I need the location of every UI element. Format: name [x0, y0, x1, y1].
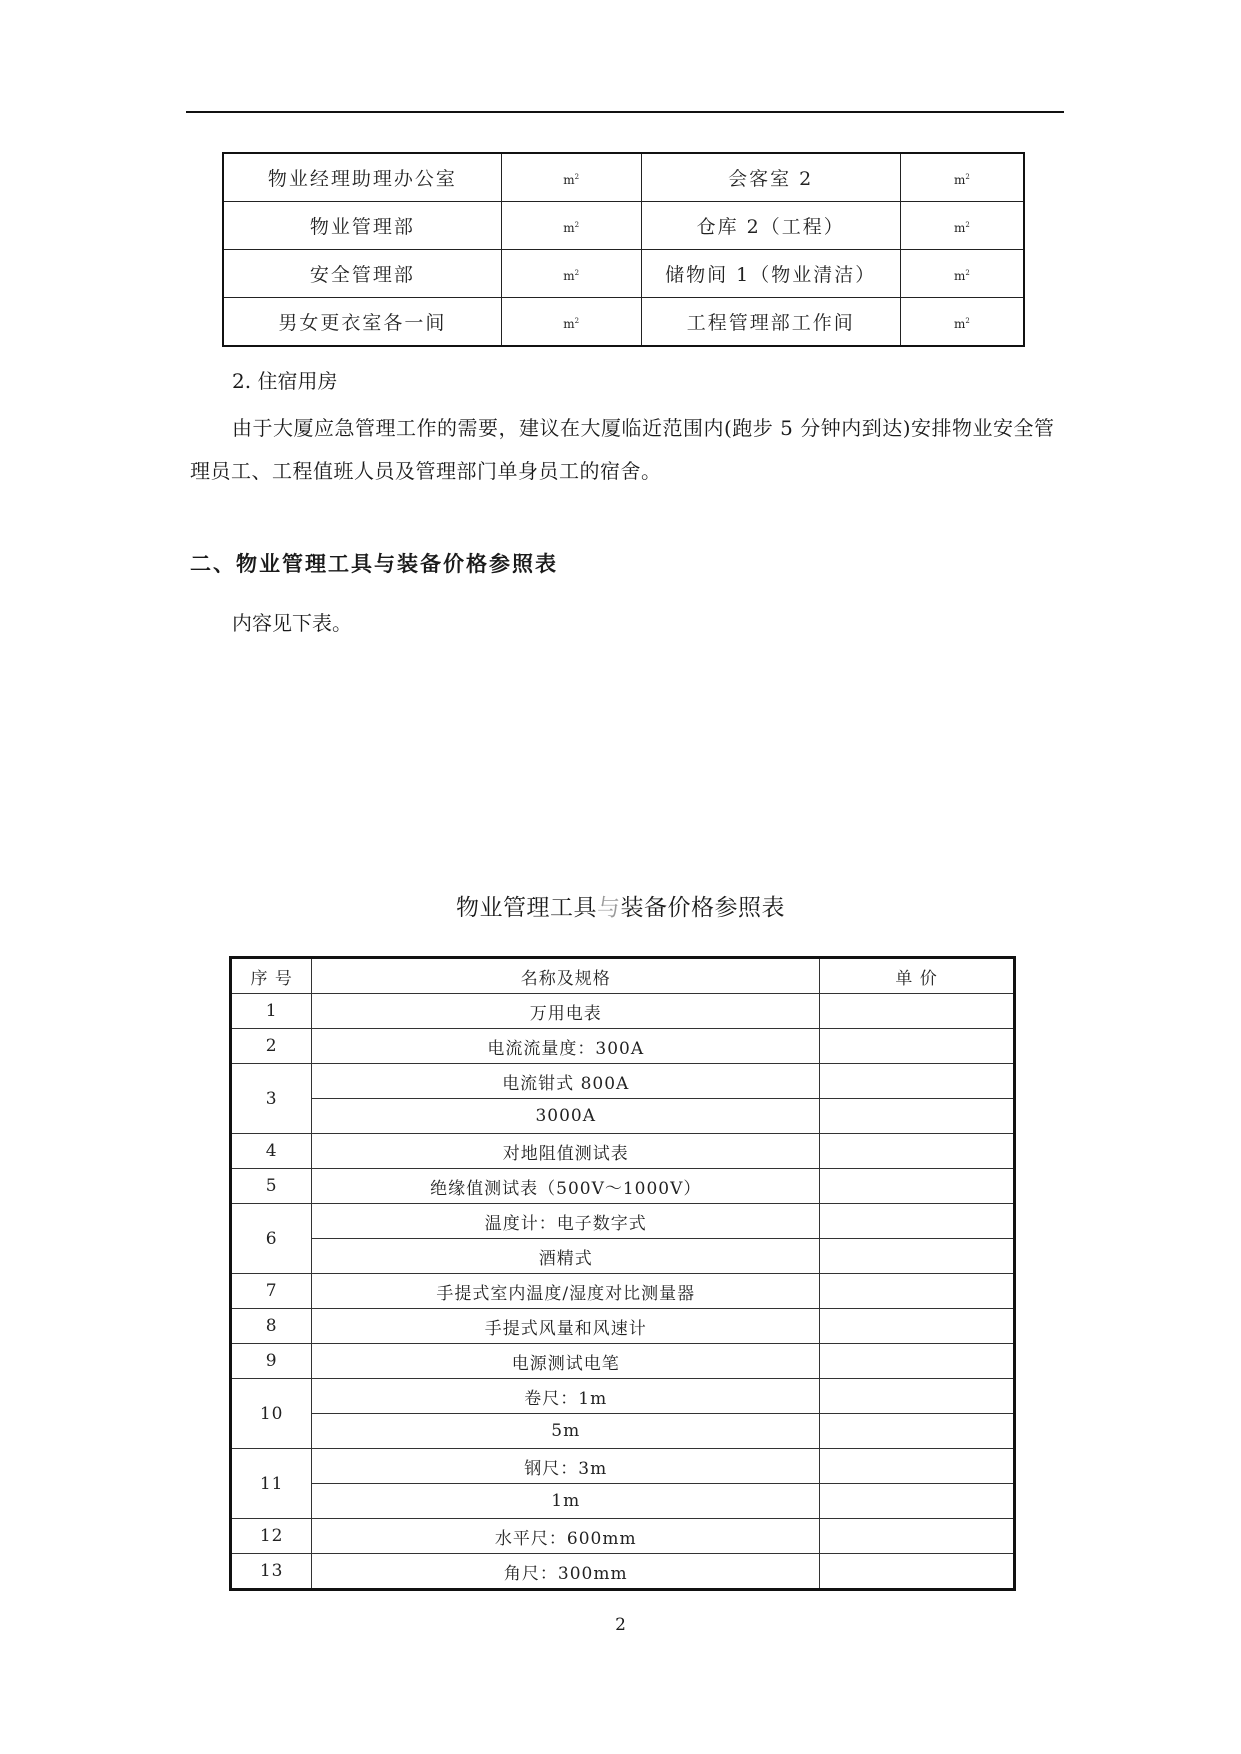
- table-row: [231, 1169, 1015, 1204]
- room-area-unit: [501, 202, 641, 250]
- unit-exponent: 2: [574, 220, 580, 229]
- header-rule: [186, 111, 1064, 113]
- table-row: [231, 1099, 1015, 1134]
- room-area-table: [222, 152, 1025, 347]
- table-row: [231, 1484, 1015, 1519]
- unit-label: [563, 221, 579, 235]
- item-name: 水平尺：600mm: [312, 1519, 820, 1554]
- table-row: [231, 1239, 1015, 1274]
- unit-base: m: [563, 268, 575, 283]
- table-row: [231, 1449, 1015, 1484]
- item-number: 13: [231, 1554, 312, 1590]
- table-row: [231, 1029, 1015, 1064]
- item-name: 对地阻值测试表: [312, 1134, 820, 1169]
- item-number: 8: [231, 1309, 312, 1344]
- section-2-title: 2. 住宿用房: [232, 369, 338, 393]
- item-price: [820, 1239, 1015, 1274]
- table-row: [231, 1309, 1015, 1344]
- item-name: 手提式室内温度/湿度对比测量器: [312, 1274, 820, 1309]
- table-row: [231, 1274, 1015, 1309]
- item-name: 电流流量度：300A: [312, 1029, 820, 1064]
- item-price: [820, 1134, 1015, 1169]
- room-name: 会客室 2: [641, 153, 900, 202]
- room-area-unit: [501, 250, 641, 298]
- unit-label: [954, 269, 970, 283]
- room-table-row: [223, 153, 1024, 202]
- item-name: 卷尺：1m: [312, 1379, 820, 1414]
- room-name: 物业经理助理办公室: [223, 153, 501, 202]
- unit-label: [563, 317, 579, 331]
- unit-exponent: 2: [574, 172, 580, 181]
- unit-base: m: [953, 172, 966, 187]
- unit-label: [954, 317, 970, 331]
- room-area-unit: [501, 153, 641, 202]
- header-no: 序 号: [231, 958, 312, 994]
- header-price: 单 价: [820, 958, 1015, 994]
- item-name: 3000A: [312, 1099, 820, 1134]
- item-price: [820, 1484, 1015, 1519]
- room-table-row: [223, 202, 1024, 250]
- item-name: 绝缘值测试表（500V～1000V）: [312, 1169, 820, 1204]
- page-number: 2: [615, 1615, 626, 1635]
- unit-base: m: [953, 316, 966, 331]
- item-name: 5m: [312, 1414, 820, 1449]
- item-price: [820, 1449, 1015, 1484]
- item-number: 6: [231, 1204, 312, 1274]
- item-name: 万用电表: [312, 994, 820, 1029]
- table-row: [231, 994, 1015, 1029]
- unit-exponent: 2: [965, 268, 970, 277]
- unit-exponent: 2: [574, 268, 580, 277]
- room-area-unit: [900, 202, 1024, 250]
- room-area-unit: [900, 153, 1024, 202]
- item-number: 4: [231, 1134, 312, 1169]
- item-number: 3: [231, 1064, 312, 1134]
- unit-label: [563, 269, 579, 283]
- item-name: 1m: [312, 1484, 820, 1519]
- table-row: [231, 1554, 1015, 1590]
- price-table-title: [0, 889, 1241, 922]
- item-number: 2: [231, 1029, 312, 1064]
- unit-base: m: [953, 268, 966, 283]
- item-number: 11: [231, 1449, 312, 1519]
- unit-exponent: 2: [574, 316, 580, 325]
- item-number: 9: [231, 1344, 312, 1379]
- item-name: 温度计：电子数字式: [312, 1204, 820, 1239]
- unit-label: [954, 173, 970, 187]
- room-table-row: [223, 250, 1024, 298]
- item-number: 10: [231, 1379, 312, 1449]
- item-price: [820, 1099, 1015, 1134]
- table-row: [231, 1204, 1015, 1239]
- item-name: 电流钳式 800A: [312, 1064, 820, 1099]
- item-name: 酒精式: [312, 1239, 820, 1274]
- item-price: [820, 1309, 1015, 1344]
- item-number: 7: [231, 1274, 312, 1309]
- item-price: [820, 1274, 1015, 1309]
- item-price: [820, 1204, 1015, 1239]
- room-table-row: [223, 298, 1024, 347]
- unit-exponent: 2: [965, 220, 970, 229]
- table-row: [231, 1519, 1015, 1554]
- header-name: 名称及规格: [312, 958, 820, 994]
- item-price: [820, 1379, 1015, 1414]
- room-name: 仓库 2（工程）: [641, 202, 900, 250]
- price-table-header-row: [231, 958, 1015, 994]
- unit-base: m: [563, 316, 575, 331]
- room-area-unit: [900, 250, 1024, 298]
- price-table-title-part2: 与: [597, 895, 621, 921]
- note-text: 内容见下表。: [232, 611, 352, 635]
- item-price: [820, 1029, 1015, 1064]
- room-area-unit: [900, 298, 1024, 347]
- item-name: 手提式风量和风速计: [312, 1309, 820, 1344]
- item-price: [820, 1554, 1015, 1590]
- table-row: [231, 1379, 1015, 1414]
- price-reference-table: [229, 956, 1016, 1591]
- item-price: [820, 1519, 1015, 1554]
- room-name: 工程管理部工作间: [641, 298, 900, 347]
- section-2-paragraph: 由于大厦应急管理工作的需要，建议在大厦临近范围内(跑步 5 分钟内到达)安排物业安全管理员工、工程值班人员及管理部门单身员工的宿舍。: [190, 416, 1055, 483]
- room-name: 男女更衣室各一间: [223, 298, 501, 347]
- section-heading: 二、物业管理工具与装备价格参照表: [190, 551, 558, 576]
- item-price: [820, 1344, 1015, 1379]
- unit-label: [563, 173, 579, 187]
- room-area-unit: [501, 298, 641, 347]
- price-table-title-part1: 物业管理工具: [456, 895, 597, 921]
- item-name: 电源测试电笔: [312, 1344, 820, 1379]
- item-number: 5: [231, 1169, 312, 1204]
- item-price: [820, 1064, 1015, 1099]
- unit-exponent: 2: [965, 316, 970, 325]
- item-price: [820, 1414, 1015, 1449]
- table-row: [231, 1064, 1015, 1099]
- price-table-title-part3: 装备价格参照表: [620, 895, 785, 921]
- unit-exponent: 2: [965, 172, 970, 181]
- room-name: 安全管理部: [223, 250, 501, 298]
- table-row: [231, 1414, 1015, 1449]
- item-price: [820, 1169, 1015, 1204]
- item-number: 1: [231, 994, 312, 1029]
- item-number: 12: [231, 1519, 312, 1554]
- unit-base: m: [953, 220, 966, 235]
- item-name: 钢尺：3m: [312, 1449, 820, 1484]
- unit-base: m: [563, 220, 575, 235]
- table-row: [231, 1344, 1015, 1379]
- unit-label: [954, 221, 970, 235]
- unit-base: m: [563, 172, 575, 187]
- item-price: [820, 994, 1015, 1029]
- table-row: [231, 1134, 1015, 1169]
- item-name: 角尺：300mm: [312, 1554, 820, 1590]
- room-name: 储物间 1（物业清洁）: [641, 250, 900, 298]
- room-name: 物业管理部: [223, 202, 501, 250]
